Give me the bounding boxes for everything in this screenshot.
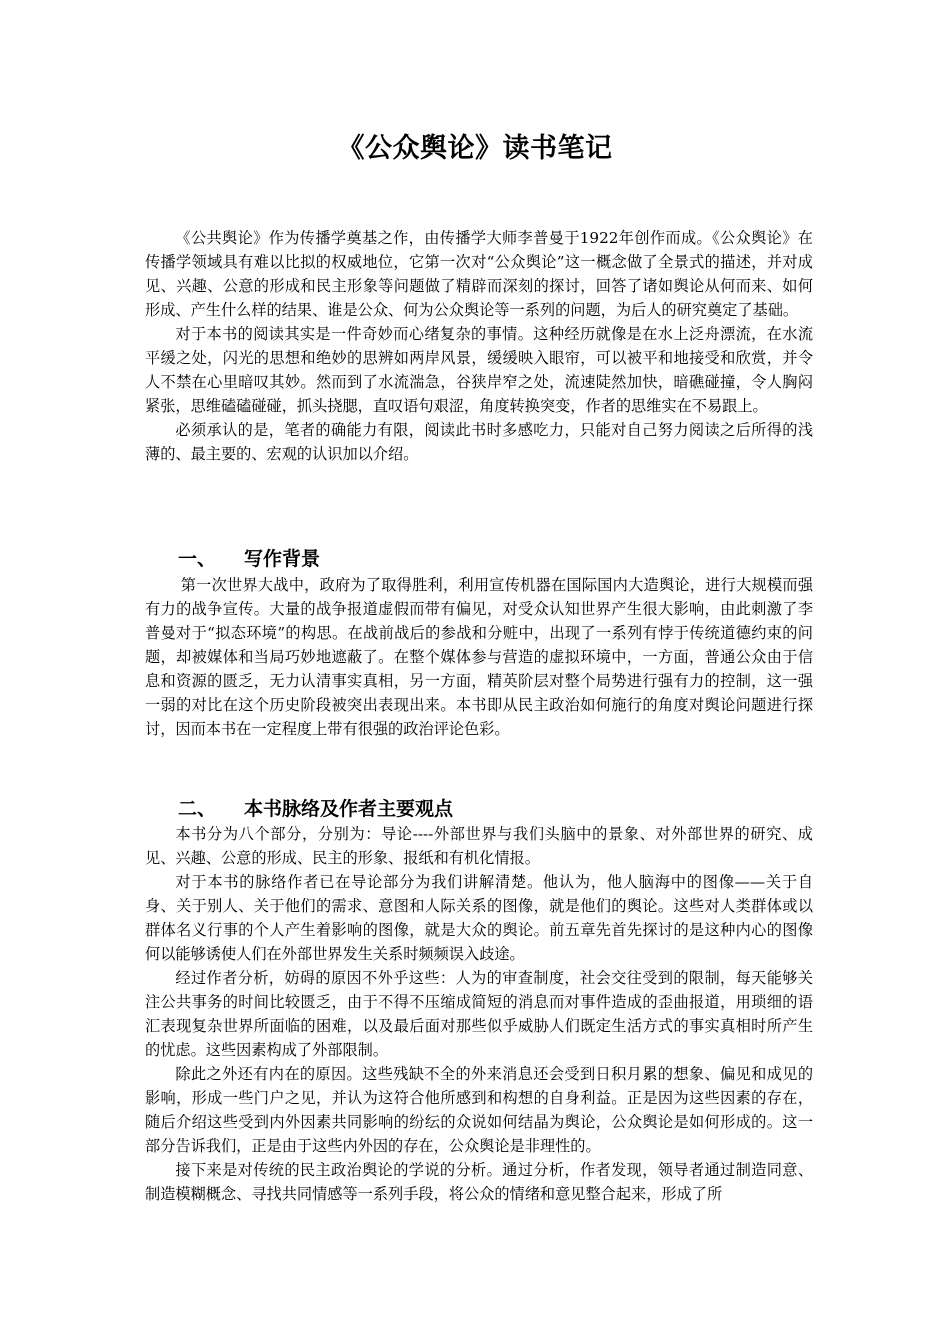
section-heading <box>178 546 320 572</box>
section-title: 写作背景 <box>244 548 321 570</box>
section-heading <box>178 796 453 822</box>
intro-paragraph: 对于本书的阅读其实是一件奇妙而心绪复杂的事情。这种经历就像是在水上泛舟漂流，在水流平缓之处，闪光的思想和绝妙的思辨如两岸风景，缓缓映入眼帘，可以被平和地接受和欣赏，并令人不禁在心里暗叹其妙。然而到了水流湍急，谷狭岸窄之处，流速陡然加快，暗礁碰撞，令人胸闷紧张，思维磕磕碰碰，抓头挠腮，直叹语句艰涩，角度转换突变，作者的思维实在不易跟上。 <box>145 325 813 415</box>
section-paragraph: 第一次世界大战中，政府为了取得胜利，利用宣传机器在国际国内大造舆论，进行大规模而强有力的战争宣传。大量的战争报道虚假而带有偏见，对受众认知世界产生很大影响，由此刺激了李普曼对于“拟态环境”的构思。在战前战后的参战和分赃中，出现了一系列有悖于传统道德约束的问题，却被媒体和当局巧妙地遮蔽了。在整个媒体参与营造的虚拟环境中，一方面，普通公众由于信息和资源的匮乏，无力认清事实真相，另一方面，精英阶层对整个局势进行强有力的控制，这一强一弱的对比在这个历史阶段被突出表现出来。本书即从民主政治如何施行的角度对舆论问题进行探讨，因而本书在一定程度上带有很强的政治评论色彩。 <box>145 576 813 738</box>
document-title: 《公众舆论》读书笔记 <box>337 133 613 164</box>
intro-section <box>145 226 813 466</box>
section-paragraph: 对于本书的脉络作者已在导论部分为我们讲解清楚。他认为，他人脑海中的图像——关于自身、关于别人、关于他们的需求、意图和人际关系的图像，就是他们的舆论。这些对人类群体或以群体名义行事的个人产生着影响的图像，就是大众的舆论。前五章先首先探讨的是这种内心的图像何以能够诱使人们在外部世界发生关系时频频误入歧途。 <box>145 873 813 963</box>
section-body <box>145 822 813 1206</box>
intro-paragraph: 必须承认的是，笔者的确能力有限，阅读此书时多感吃力，只能对自己努力阅读之后所得的浅薄的、最主要的、宏观的认识加以介绍。 <box>145 421 813 463</box>
intro-paragraph: 《公共舆论》作为传播学奠基之作，由传播学大师李普曼于1922年创作而成。《公众舆论》在传播学领域具有难以比拟的权威地位，它第一次对“公众舆论”这一概念做了全景式的描述，并对成见、兴趣、公意的形成和民主形象等问题做了精辟而深刻的探讨，回答了诸如舆论从何而来、如何形成、产生什么样的结果、谁是公众、何为公众舆论等一系列的问题，为后人的研究奠定了基础。 <box>145 229 813 319</box>
section-title: 本书脉络及作者主要观点 <box>244 798 454 820</box>
section-body <box>145 573 813 741</box>
section-paragraph: 经过作者分析，妨碍的原因不外乎这些：人为的审查制度，社会交往受到的限制，每天能够关注公共事务的时间比较匮乏，由于不得不压缩成简短的消息而对事件造成的歪曲报道，用琐细的语汇表现复杂世界所面临的困难，以及最后面对那些似乎威胁人们既定生活方式的事实真相时所产生的忧虑。这些因素构成了外部限制。 <box>145 969 813 1059</box>
section-number: 一、 <box>178 548 217 570</box>
section-paragraph: 接下来是对传统的民主政治舆论的学说的分析。通过分析，作者发现，领导者通过制造同意、制造模糊概念、寻找共同情感等一系列手段，将公众的情绪和意见整合起来，形成了所 <box>145 1161 813 1203</box>
section-paragraph: 除此之外还有内在的原因。这些残缺不全的外来消息还会受到日积月累的想象、偏见和成见的影响，形成一些门户之见，并认为这符合他所感到和构想的自身利益。正是因为这些因素的存在，随后介绍这些受到内外因素共同影响的纷纭的众说如何结晶为舆论，公众舆论是如何形成的。这一部分告诉我们，正是由于这些内外因的存在，公众舆论是非理性的。 <box>145 1065 813 1155</box>
section-paragraph: 本书分为八个部分，分别为：导论----外部世界与我们头脑中的景象、对外部世界的研究、成见、兴趣、公意的形成、民主的形象、报纸和有机化情报。 <box>145 825 813 867</box>
section-number: 二、 <box>178 798 217 820</box>
